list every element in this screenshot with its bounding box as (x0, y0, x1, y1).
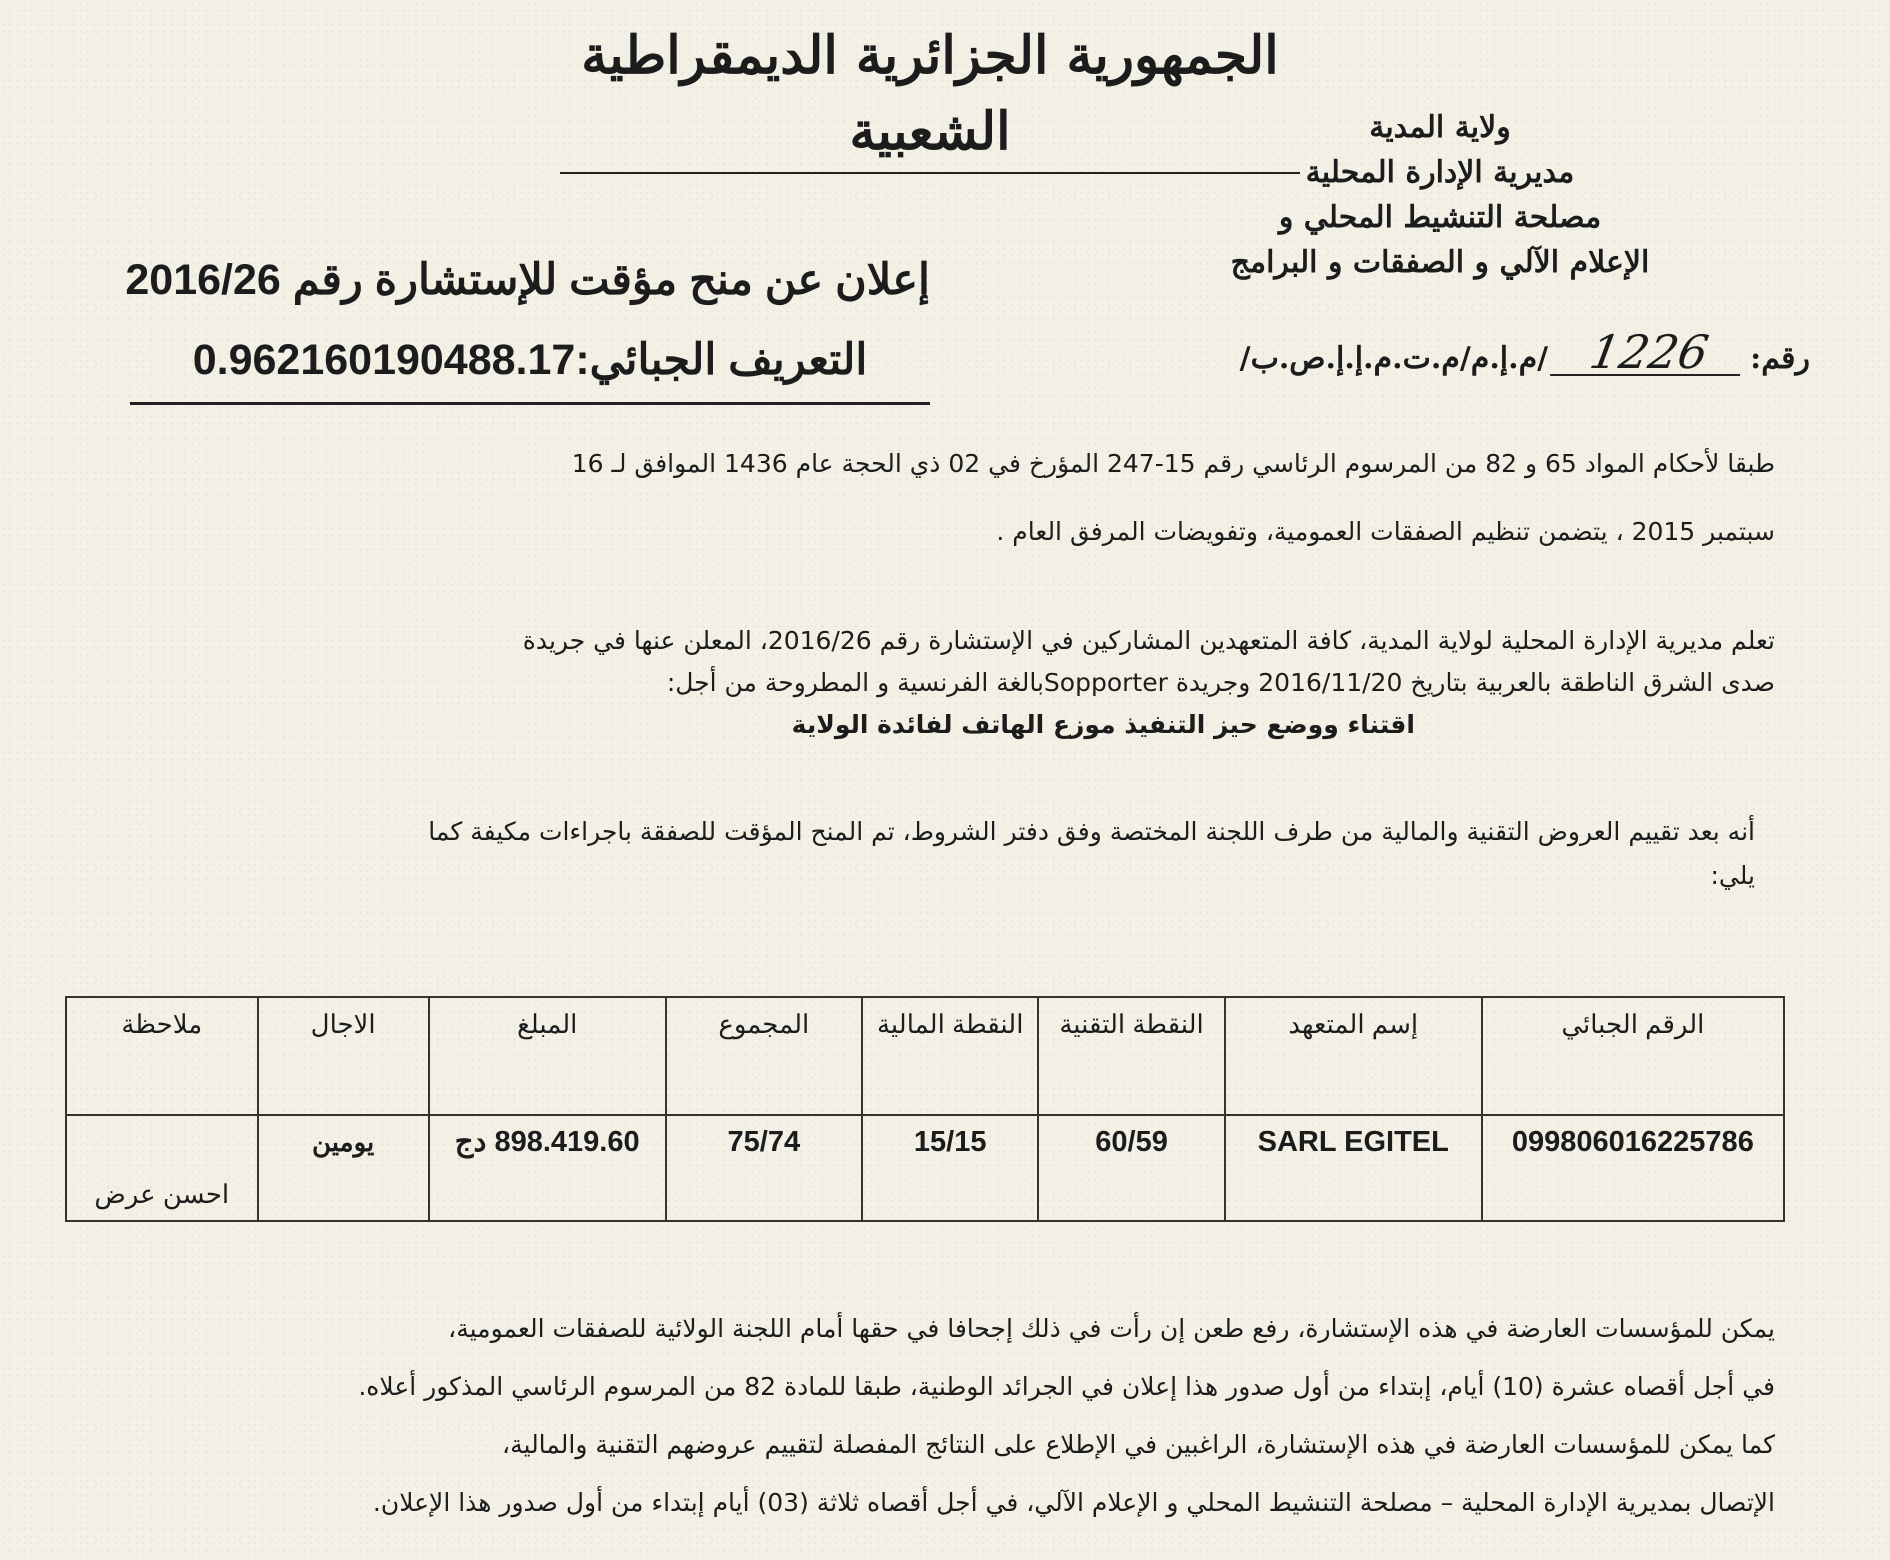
reference-suffix: /م.إ.م/م.ت.م.إ.إ.ص.ب/ (1239, 341, 1549, 376)
col-header-total: المجموع (666, 997, 862, 1115)
col-header-nif: الرقم الجبائي (1482, 997, 1784, 1115)
cell-deadline: يومين (258, 1115, 429, 1221)
col-header-deadline: الاجال (258, 997, 429, 1115)
table-row (66, 1115, 1784, 1221)
paragraph-line: طبقا لأحكام المواد 65 و 82 من المرسوم الرئاسي رقم 15-247 المؤرخ في 02 ذي الحجة عام 1436 الموافق لـ 16 (571, 449, 1775, 478)
col-header-financial-score: النقطة المالية (862, 997, 1038, 1115)
paragraph-line: أنه بعد تقييم العروض التقنية والمالية من طرف اللجنة المختصة وفق دفتر الشروط، تم المنح المؤقت للصفقة باجراءات مكيفة كما (428, 817, 1755, 846)
cell-amount: 898.419.60 دج (429, 1115, 666, 1221)
evaluation-paragraph (95, 810, 1755, 898)
announcement-title: إعلان عن منح مؤقت للإستشارة رقم 2016/26 (125, 256, 930, 304)
directorate-line: مديرية الإدارة المحلية (1305, 155, 1575, 190)
consultation-object: اقتناء ووضع حيز التنفيذ موزع الهاتف لفائدة الولاية (791, 710, 1415, 739)
paragraph-line: سبتمبر 2015 ، يتضمن تنظيم الصفقات العمومية، وتفويضات المرفق العام . (996, 517, 1775, 546)
reference-label: رقم: (1750, 341, 1810, 376)
col-header-technical-score: النقطة التقنية (1038, 997, 1224, 1115)
cell-note: احسن عرض (66, 1115, 258, 1221)
reference-line (1010, 325, 1810, 379)
award-results-table (65, 996, 1785, 1222)
announcement-heading (125, 240, 930, 405)
appeal-paragraph (95, 1300, 1775, 1532)
issuing-authority (1080, 105, 1800, 285)
col-header-bidder: إسم المتعهد (1225, 997, 1482, 1115)
col-header-amount: المبلغ (429, 997, 666, 1115)
wilaya-line: ولاية المدية (1369, 110, 1511, 145)
reference-number-handwritten: 1226 (1550, 330, 1748, 376)
service-line-continued: الإعلام الآلي و الصفقات و البرامج (1230, 245, 1650, 280)
paragraph-line: في أجل أقصاه عشرة (10) أيام، إبتداء من أول صدور هذا إعلان في الجرائد الوطنية، طبقا للمادة 82 من المرسوم الرئاسي المذكور أعلاه. (358, 1372, 1775, 1401)
cell-bidder: SARL EGITEL (1225, 1115, 1482, 1221)
republic-header: الجمهورية الجزائرية الديمقراطية الشعبية (560, 18, 1300, 174)
cell-nif: 099806016225786 (1482, 1115, 1784, 1221)
cell-total: 75/74 (666, 1115, 862, 1221)
paragraph-line: يمكن للمؤسسات العارضة في هذه الإستشارة، رفع طعن إن رأت في ذلك إجحافا في حقها أمام اللجنة الولائية للصفقات العمومية، (448, 1314, 1775, 1343)
service-line: مصلحة التنشيط المحلي و (1278, 200, 1602, 235)
notification-paragraph (115, 620, 1775, 746)
cell-technical-score: 60/59 (1038, 1115, 1224, 1221)
table-header-row (66, 997, 1784, 1115)
paragraph-line: تعلم مديرية الإدارة المحلية لولاية المدية، كافة المتعهدين المشاركين في الإستشارة رقم 2016/26، المعلن عنها في جريدة (522, 626, 1775, 655)
paragraph-line: يلي: (1710, 861, 1755, 890)
legal-basis-paragraph (115, 430, 1775, 566)
tax-identifier: التعريف الجبائي:0.962160190488.17 (130, 320, 930, 405)
paragraph-line: صدى الشرق الناطقة بالعربية بتاريخ 2016/11/20 وجريدة Sopporterبالغة الفرنسية و المطروحة من أجل: (666, 668, 1775, 697)
cell-financial-score: 15/15 (862, 1115, 1038, 1221)
col-header-note: ملاحظة (66, 997, 258, 1115)
paragraph-line: كما يمكن للمؤسسات العارضة في هذه الإستشارة، الراغبين في الإطلاع على النتائج المفصلة لتقييم عروضهم التقنية والمالية، (502, 1430, 1775, 1459)
paragraph-line: الإتصال بمديرية الإدارة المحلية – مصلحة التنشيط المحلي و الإعلام الآلي، في أجل أقصاه ثلاثة (03) أيام إبتداء من أول صدور هذا الإعلان. (372, 1488, 1775, 1517)
